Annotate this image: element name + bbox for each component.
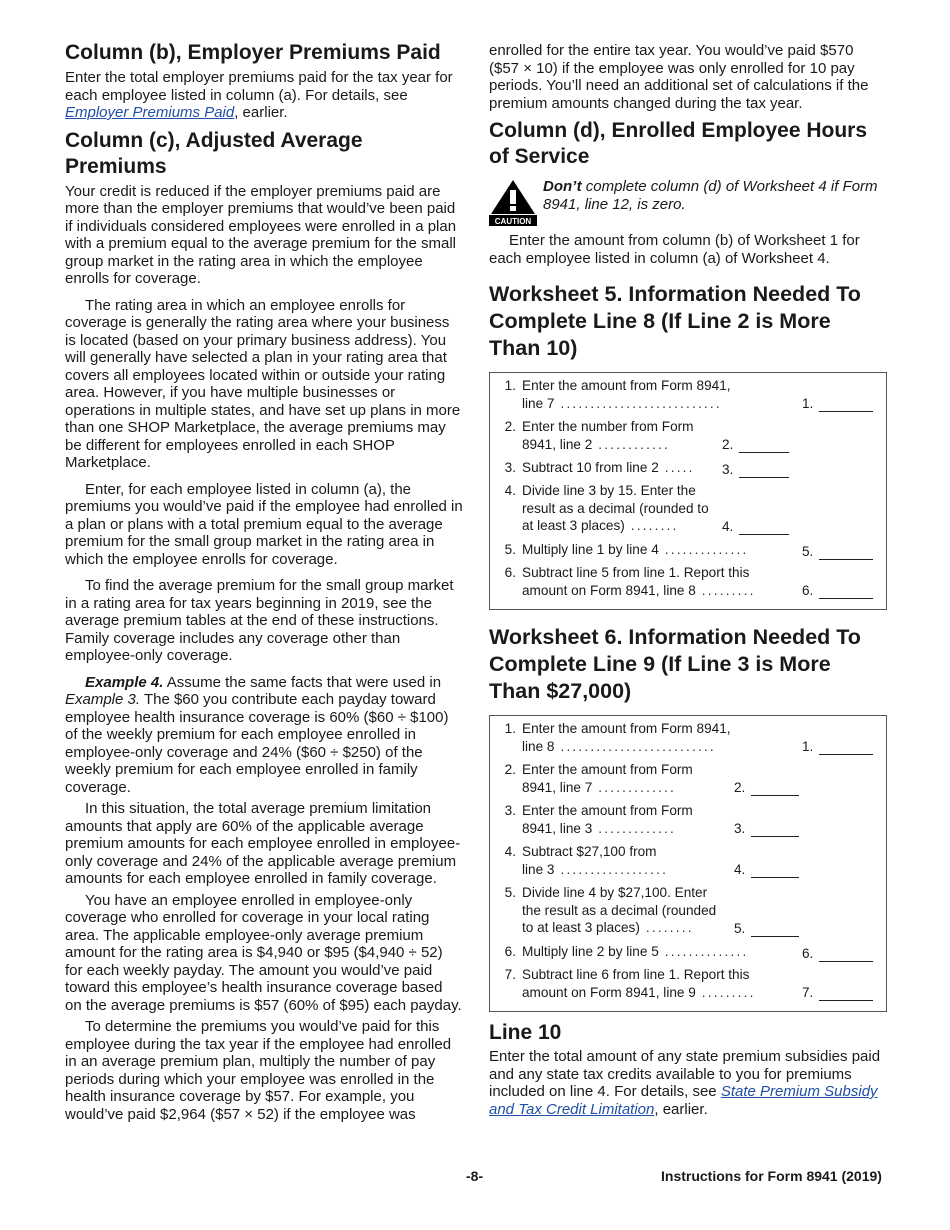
worksheet-line-instruction: Enter the amount from Form 8941, [522, 378, 731, 393]
col-d-heading: Column (d), Enrolled Employee Hours of Service [489, 119, 868, 168]
worksheet-answer-label: 3. [734, 821, 746, 836]
worksheet-line-instruction: Subtract 10 from line 2 [522, 460, 659, 475]
worksheet-answer-field[interactable] [722, 461, 789, 478]
worksheet-answer-label: 1. [802, 396, 814, 411]
col-d-paragraph: Enter the amount from column (b) of Worksheet 1 for each employee listed in column (a) of Worksheet 4. [489, 232, 860, 267]
worksheet-line-reference: line 3 [522, 861, 555, 877]
line-10-text-end: , earlier. [654, 1100, 708, 1118]
col-c-paragraph-8: To determine the premiums you would’ve paid for this employee during the tax year if the employee had enrolled in an average premium plan, multiply the number of pay periods during which your employee was enrolled in the health insurance coverage by $57. For example, you would’ve paid $2,964 ($57 × 52) if the employee was [65, 1018, 452, 1123]
footer-form-title: Instructions for Form 8941 (2019) [661, 1168, 882, 1184]
col-b-paragraph [65, 69, 463, 122]
worksheet-line-number: 1. [504, 378, 516, 393]
worksheet-line [500, 943, 878, 961]
worksheet-5-heading: Worksheet 5. Information Needed To Complete Line 8 (If Line 2 is More Than 10) [489, 282, 861, 360]
warning-triangle-icon [489, 178, 537, 226]
worksheet-answer-field[interactable] [802, 738, 873, 755]
worksheet-answer-field[interactable] [802, 984, 873, 1001]
worksheet-line-text: Multiply line 2 by line 5 .............. 6. [522, 943, 878, 961]
continued-paragraph: enrolled for the entire tax year. You would’ve paid $570 ($57 × 10) if the employee was only enrolled for 10 pay periods. You’ll need an additional set of calculations if the premium amounts changed during the tax year. [489, 42, 869, 112]
worksheet-line-instruction: Multiply line 2 by line 5 [522, 944, 659, 959]
worksheet-line-text: Enter the amount from Form 8941, line 8 .......................... 1. [522, 720, 878, 756]
worksheet-line-number: 4. [504, 483, 516, 498]
worksheet-line-number: 5. [504, 885, 516, 900]
worksheet-answer-label: 6. [802, 583, 814, 598]
worksheet-line-instruction: Enter the amount from Form [522, 803, 693, 818]
worksheet-line-instruction: Enter the number from Form [522, 419, 694, 434]
worksheet-answer-field[interactable] [802, 582, 873, 599]
worksheet-line-reference: line 8 [522, 738, 555, 754]
worksheet-line-instruction: Divide line 4 by $27,100. Enter [522, 885, 708, 900]
worksheet-line-number: 2. [504, 762, 516, 777]
worksheet-line-instruction: Subtract $27,100 from [522, 844, 657, 859]
worksheet-line-number: 1. [504, 721, 516, 736]
worksheet-line-reference: at least 3 places) [522, 518, 625, 533]
worksheet-answer-label: 2. [734, 780, 746, 795]
example-4-paragraph [65, 674, 463, 797]
worksheet-answer-field[interactable] [734, 820, 799, 837]
worksheet-line [500, 564, 878, 600]
col-c-heading: Column (c), Adjusted Average Premiums [65, 128, 363, 178]
worksheet-line-reference: amount on Form 8941, line 9 [522, 984, 696, 1000]
worksheet-answer-field[interactable] [734, 861, 799, 878]
worksheet-line-text: Divide line 3 by 15. Enter the result as a decimal (rounded to at least 3 places) ........ 4. [522, 482, 878, 536]
worksheet-line-instruction: Subtract line 6 from line 1. Report this [522, 967, 750, 982]
employer-premiums-paid-link[interactable]: Employer Premiums Paid [65, 104, 235, 121]
worksheet-line [500, 541, 878, 559]
worksheet-line [500, 966, 878, 1002]
worksheet-line-reference: amount on Form 8941, line 8 [522, 582, 696, 598]
worksheet-line-instruction: Enter the amount from Form 8941, [522, 721, 731, 736]
worksheet-answer-label: 2. [722, 437, 734, 452]
worksheet-line-text: Subtract line 5 from line 1. Report this amount on Form 8941, line 8 ......... 6. [522, 564, 878, 600]
worksheet-line [500, 802, 878, 838]
worksheet-line-instruction: Subtract line 5 from line 1. Report this [522, 565, 750, 580]
worksheet-line-number: 3. [504, 460, 516, 475]
worksheet-answer-label: 5. [734, 921, 746, 936]
worksheet-line-reference: line 7 [522, 395, 555, 411]
col-c-paragraph-4: To find the average premium for the small group market in a rating area for tax years beginning in 2019, see the average premium tables at the end of these instructions. Family coverage includes any coverage other than employee-only coverage. [65, 577, 454, 664]
worksheet-line-instruction-cont: the result as a decimal (rounded [522, 902, 717, 918]
worksheet-answer-field[interactable] [722, 518, 789, 535]
worksheet-line-text: Enter the amount from Form 8941, line 7 ........................... 1. [522, 377, 878, 413]
col-b-text-end: , earlier. [234, 104, 288, 121]
worksheet-line-text: Divide line 4 by $27,100. Enter the result as a decimal (rounded to at least 3 places) ........ 5. [522, 884, 878, 938]
caution-note [489, 178, 887, 226]
col-c-paragraph-7: You have an employee enrolled in employee-only coverage who enrolled for coverage in your local rating area. The applicable employee-only average premium amount for the rating area is $4,940 or $95 ($4,940 ÷ 52) for each weekly payday. The amount you would’ve paid toward this employee’s health insurance coverage based on the average premiums is $57 (60% of $95) each payday. [65, 891, 462, 1014]
caution-icon [489, 178, 537, 226]
col-c-paragraph-1: Your credit is reduced if the employer premiums paid are more than the employer premiums that would’ve been paid if individuals considered employees were enrolled in a plan with a premium equal to the average premium for the small group market in the rating area in which the employee enrolls for coverage. [65, 182, 457, 287]
worksheet-answer-label: 4. [722, 519, 734, 534]
worksheet-line-reference: 8941, line 7 [522, 779, 593, 795]
worksheet-line-reference: 8941, line 3 [522, 820, 593, 836]
caution-body: complete column (d) of Worksheet 4 if Form 8941, line 12, is zero. [543, 178, 878, 213]
example-4-text-a: Assume the same facts that were used in [163, 673, 442, 691]
worksheet-answer-field[interactable] [802, 945, 873, 962]
worksheet-line-number: 5. [504, 542, 516, 557]
worksheet-answer-label: 3. [722, 462, 734, 477]
worksheet-line-text: Subtract line 6 from line 1. Report this amount on Form 8941, line 9 ......... 7. [522, 966, 878, 1002]
example-4-text-b: The $60 you contribute each payday toward employee health insurance coverage is 60% ($60 ÷ $100) of the weekly premium for each employee enrolled in employee-only coverage and 24% ($60 ÷ $250) of the weekly premium for each employee enrolled in family coverage. [65, 691, 449, 796]
worksheet-line-number: 6. [504, 565, 516, 580]
worksheet-line-number: 4. [504, 844, 516, 859]
caution-bold: Don’t [543, 178, 582, 195]
worksheet-line [500, 884, 878, 938]
worksheet-line-text: Multiply line 1 by line 4 .............. 5. [522, 541, 878, 559]
worksheet-line-instruction: Multiply line 1 by line 4 [522, 542, 659, 557]
state-premium-subsidy-link[interactable]: State Premium Subsidy and Tax Credit Limitation [489, 1083, 878, 1118]
worksheet-line-number: 7. [504, 967, 516, 982]
worksheet-line-instruction: Enter the amount from Form [522, 762, 693, 777]
line-10-text: Enter the total amount of any state premium subsidies paid and any state tax credits available to you for premiums included on line 4. For details, see [489, 1048, 881, 1100]
worksheet-answer-field[interactable] [802, 395, 873, 412]
worksheet-answer-field[interactable] [734, 920, 799, 937]
col-b-text: Enter the total employer premiums paid for the tax year for each employee listed in column (a). For details, see [65, 69, 453, 104]
worksheet-line-instruction: Divide line 3 by 15. Enter the [522, 483, 696, 498]
example-3-reference: Example 3. [65, 691, 141, 708]
worksheet-line [500, 377, 878, 413]
worksheet-line-text: Enter the amount from Form 8941, line 7 ............. 2. [522, 761, 878, 797]
worksheet-line [500, 459, 878, 477]
worksheet-answer-field[interactable] [722, 436, 789, 453]
worksheet-line [500, 418, 878, 454]
worksheet-line-reference: 8941, line 2 [522, 436, 593, 452]
worksheet-answer-label: 1. [802, 739, 814, 754]
worksheet-line-text: Enter the amount from Form 8941, line 3 ............. 3. [522, 802, 878, 838]
worksheet-line [500, 761, 878, 797]
worksheet-5 [489, 372, 887, 610]
right-column [489, 42, 887, 1118]
col-c-paragraph-2: The rating area in which an employee enrolls for coverage is generally the rating area where your business is located (based on your primary business address). You will generally have selected a plan in your rating area that covers all employees located within or outside your rating area. However, if you have multiple businesses or operations in multiple states, and have set up plans in more than one SHOP Marketplace, the average premiums may be different for employees enrolled in each SHOP Marketplace. [65, 296, 461, 471]
worksheet-line [500, 720, 878, 756]
worksheet-line-reference: to at least 3 places) [522, 920, 640, 935]
worksheet-line-text: Subtract $27,100 from line 3 .................. 4. [522, 843, 878, 879]
worksheet-6-heading: Worksheet 6. Information Needed To Complete Line 9 (If Line 3 is More Than $27,000) [489, 625, 861, 703]
worksheet-6 [489, 715, 887, 1012]
col-c-paragraph-3: Enter, for each employee listed in column (a), the premiums you would’ve paid if the employee had enrolled in a plan or plans with a total premium equal to the average premium for the small group market in the rating area in which the employee enrolls for coverage. [65, 480, 463, 568]
worksheet-answer-field[interactable] [734, 779, 799, 796]
worksheet-line-text: Subtract 10 from line 2 ..... 3. [522, 459, 878, 477]
caution-label: CAUTION [494, 217, 532, 226]
worksheet-answer-label: 7. [802, 985, 814, 1000]
worksheet-answer-field[interactable] [802, 543, 873, 560]
worksheet-line-text: Enter the number from Form 8941, line 2 ............ 2. [522, 418, 878, 454]
worksheet-line-number: 6. [504, 944, 516, 959]
caution-text [543, 178, 887, 213]
line-10-paragraph [489, 1048, 887, 1118]
col-c-paragraph-6: In this situation, the total average premium limitation amounts that apply are 60% of the applicable average premium amounts for each employee enrolled in employee-only coverage and 24% of the applicable average premium amounts for each employee enrolled in family coverage. [65, 800, 461, 887]
worksheet-answer-label: 4. [734, 862, 746, 877]
example-4-label: Example 4. [85, 673, 164, 691]
page-number: -8- [466, 1168, 484, 1184]
worksheet-answer-label: 6. [802, 946, 814, 961]
worksheet-line-number: 2. [504, 419, 516, 434]
worksheet-answer-label: 5. [802, 544, 814, 559]
line-10-heading: Line 10 [489, 1021, 562, 1044]
worksheet-line [500, 843, 878, 879]
worksheet-line-instruction-cont: result as a decimal (rounded to [522, 500, 709, 516]
worksheet-line-number: 3. [504, 803, 516, 818]
col-b-heading: Column (b), Employer Premiums Paid [65, 41, 441, 64]
worksheet-line [500, 482, 878, 536]
left-column [65, 40, 463, 1123]
